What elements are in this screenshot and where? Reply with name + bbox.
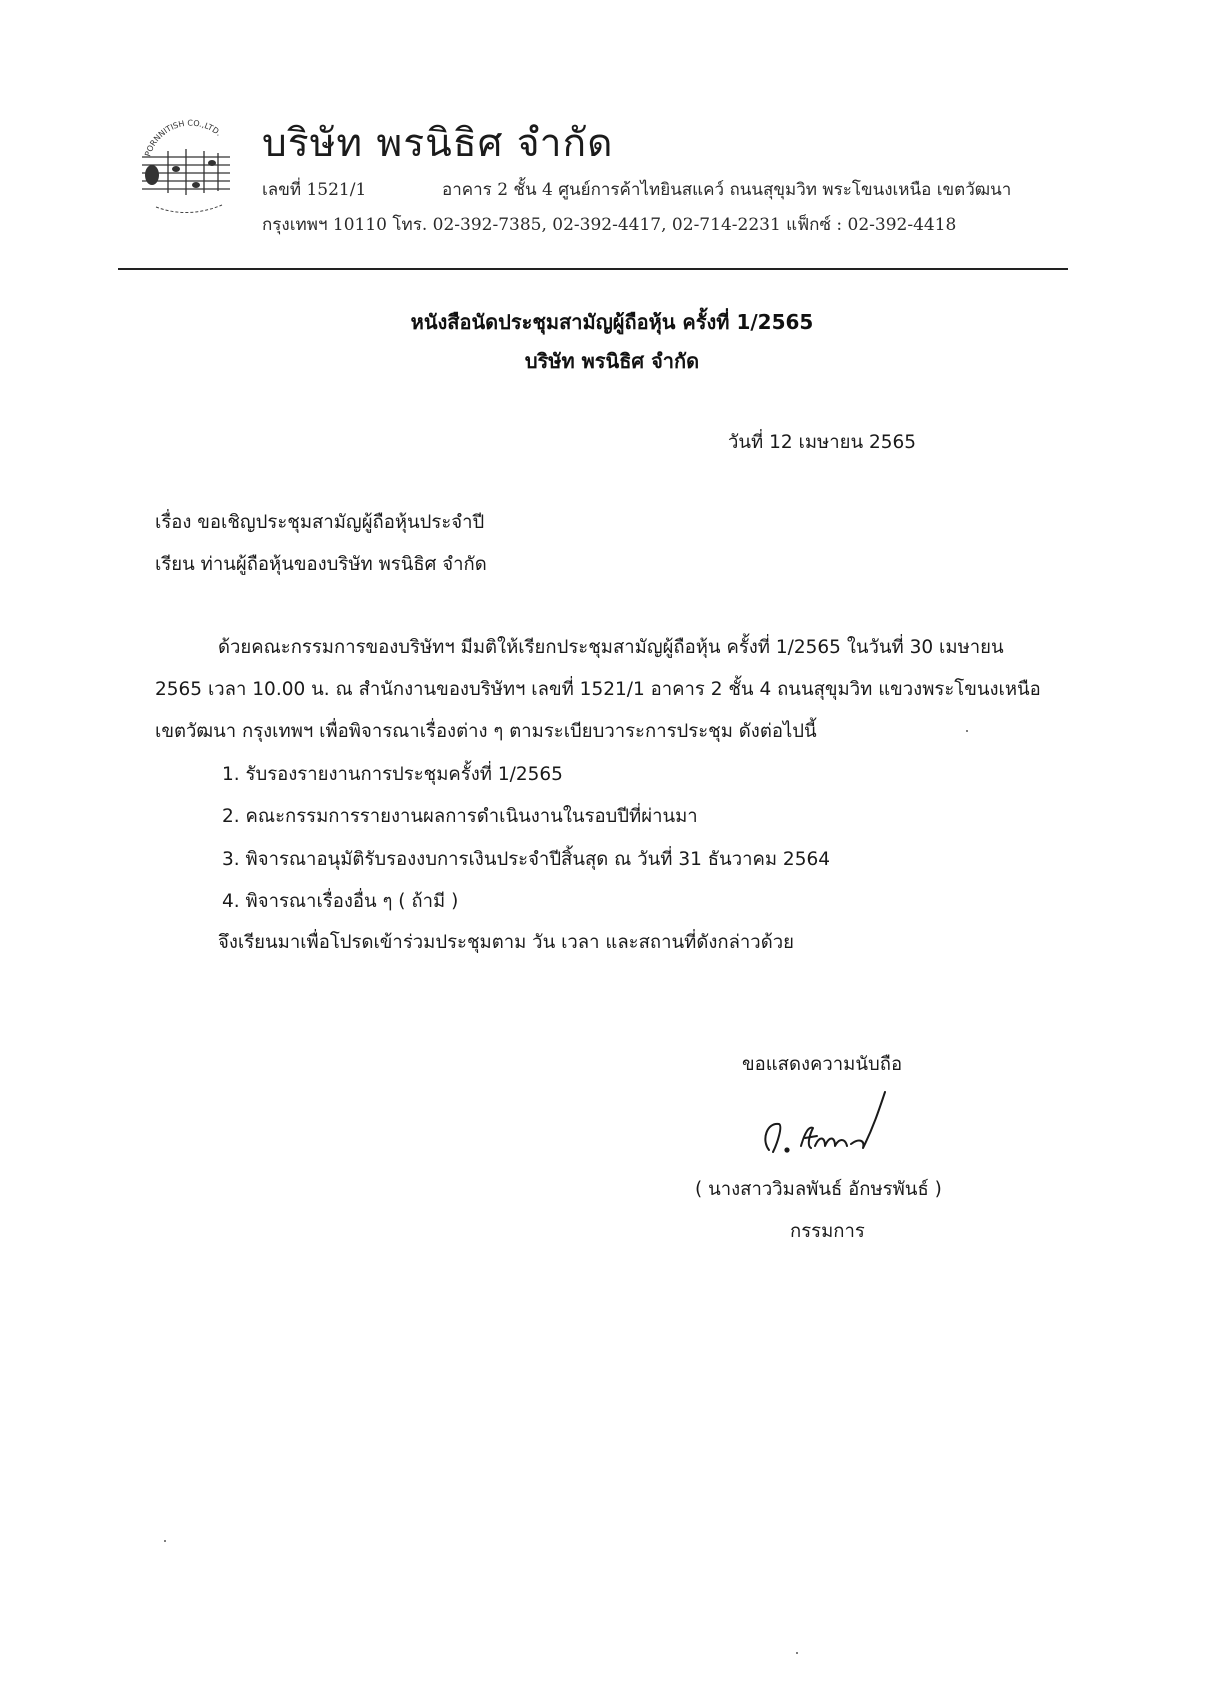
signer-title: กรรมการ — [790, 1221, 865, 1242]
company-logo — [138, 115, 243, 225]
scan-speck — [164, 1540, 166, 1542]
body-line-2: 2565 เวลา 10.00 น. ณ สำนักงานของบริษัทฯ เลขที่ 1521/1 อาคาร 2 ชั้น 4 ถนนสุขุมวิท แขวงพระโขนงเหนือ — [155, 679, 1041, 700]
company-name: บริษัท พรนิธิศ จำกัด — [262, 121, 614, 166]
regards-text: ขอแสดงความนับถือ — [742, 1054, 903, 1075]
agenda-item: 1. รับรองรายงานการประชุมครั้งที่ 1/2565 — [222, 764, 563, 785]
subject-line: เรื่อง ขอเชิญประชุมสามัญผู้ถือหุ้นประจำปี — [155, 512, 485, 533]
scan-speck — [796, 1652, 798, 1654]
agenda-item: 4. พิจารณาเรื่องอื่น ๆ ( ถ้ามี ) — [222, 891, 459, 912]
handwritten-signature — [755, 1088, 905, 1168]
svg-text:PORNNITISH CO.,LTD. — [143, 119, 223, 158]
letter-title: หนังสือนัดประชุมสามัญผู้ถือหุ้น ครั้งที่ 1/2565 — [410, 310, 814, 334]
address-contact: กรุงเทพฯ 10110 โทร. 02-392-7385, 02-392-4417, 02-714-2231 แฟ็กซ์ : 02-392-4418 — [262, 215, 957, 235]
agenda-item: 2. คณะกรรมการรายงานผลการดำเนินงานในรอบปีที่ผ่านมา — [222, 806, 698, 827]
scan-speck — [966, 730, 968, 732]
agenda-item: 3. พิจารณาอนุมัติรับรองงบการเงินประจำปีสิ้นสุด ณ วันที่ 31 ธันวาคม 2564 — [222, 849, 831, 870]
address-building: อาคาร 2 ชั้น 4 ศูนย์การค้าไทยินสแคว์ ถนนสุขุมวิท พระโขนงเหนือ เขตวัฒนา — [442, 180, 1012, 200]
recipient-line: เรียน ท่านผู้ถือหุ้นของบริษัท พรนิธิศ จำกัด — [155, 554, 487, 575]
logo-label: PORNNITISH CO.,LTD. — [143, 118, 224, 158]
body-line-1: ด้วยคณะกรรมการของบริษัทฯ มีมติให้เรียกประชุมสามัญผู้ถือหุ้น ครั้งที่ 1/2565 ในวันที่ 30 เมษายน — [218, 637, 1004, 658]
body-line-3: เขตวัฒนา กรุงเทพฯ เพื่อพิจารณาเรื่องต่าง ๆ ตามระเบียบวาระการประชุม ดังต่อไปนี้ — [155, 721, 817, 742]
address-number: เลขที่ 1521/1 — [262, 180, 367, 200]
closing-line: จึงเรียนมาเพื่อโปรดเข้าร่วมประชุมตาม วัน เวลา และสถานที่ดังกล่าวด้วย — [218, 932, 794, 953]
header-divider — [118, 268, 1068, 270]
letter-subtitle: บริษัท พรนิธิศ จำกัด — [524, 349, 700, 373]
signer-name: ( นางสาววิมลพันธ์ อักษรพันธ์ ) — [695, 1179, 942, 1200]
letter-date: วันที่ 12 เมษายน 2565 — [728, 432, 917, 453]
